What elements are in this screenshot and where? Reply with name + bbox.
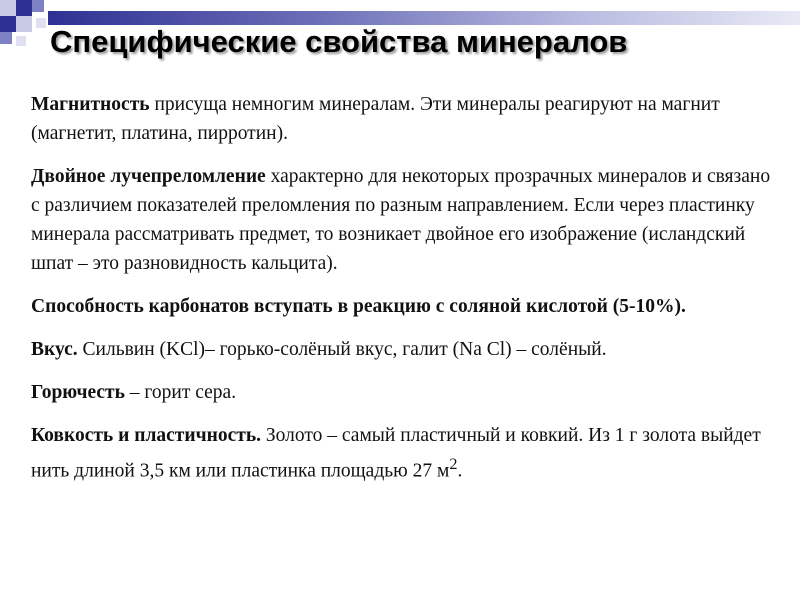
decor-square <box>16 16 32 32</box>
decor-square <box>0 32 12 44</box>
description: присуща немногим минералам. Эти минералы реагируют на магнит (магнетит, платина, пирротин). <box>31 94 720 144</box>
period: . <box>457 460 463 482</box>
description: Золото – самый пластичный и ковкий. Из 1 г золота выйдет нить длиной 3,5 км или пластинка площадью 27 м <box>31 425 761 482</box>
term: Способность карбонатов вступать в реакцию с соляной кислотой (5-10%). <box>31 296 686 317</box>
paragraph-combustibility <box>31 378 781 407</box>
paragraph-malleability <box>31 421 781 486</box>
decor-square <box>0 16 16 32</box>
paragraph-carbonates <box>31 292 781 321</box>
term: Магнитность <box>31 94 150 115</box>
term: Вкус. <box>31 339 78 360</box>
description: характерно для некоторых прозрачных минералов и связано с различием показателей преломления по разным направлением. Если через пластинку минерала рассматривать предмет, то возникает двойное его изображение (исландский шпат – это разновидность кальцита). <box>31 166 771 274</box>
paragraph-birefringence <box>31 162 781 278</box>
term: Горючесть <box>31 382 125 403</box>
slide-title: Специфические свойства минералов <box>50 24 628 59</box>
decor-square <box>32 0 44 12</box>
superscript: 2 <box>449 455 458 473</box>
term: Двойное лучепреломление <box>31 166 266 187</box>
paragraph-magnetism <box>31 90 781 148</box>
decor-square <box>0 0 16 16</box>
term: Ковкость и пластичность. <box>31 425 262 446</box>
slide-body <box>31 90 781 486</box>
decor-square <box>36 18 46 28</box>
description: Сильвин (KCl)– горько-солёный вкус, галит (Na Cl) – солёный. <box>77 339 607 360</box>
decor-square <box>16 36 26 46</box>
decor-square <box>16 0 32 16</box>
description: – горит сера. <box>124 382 237 403</box>
paragraph-taste <box>31 335 781 364</box>
